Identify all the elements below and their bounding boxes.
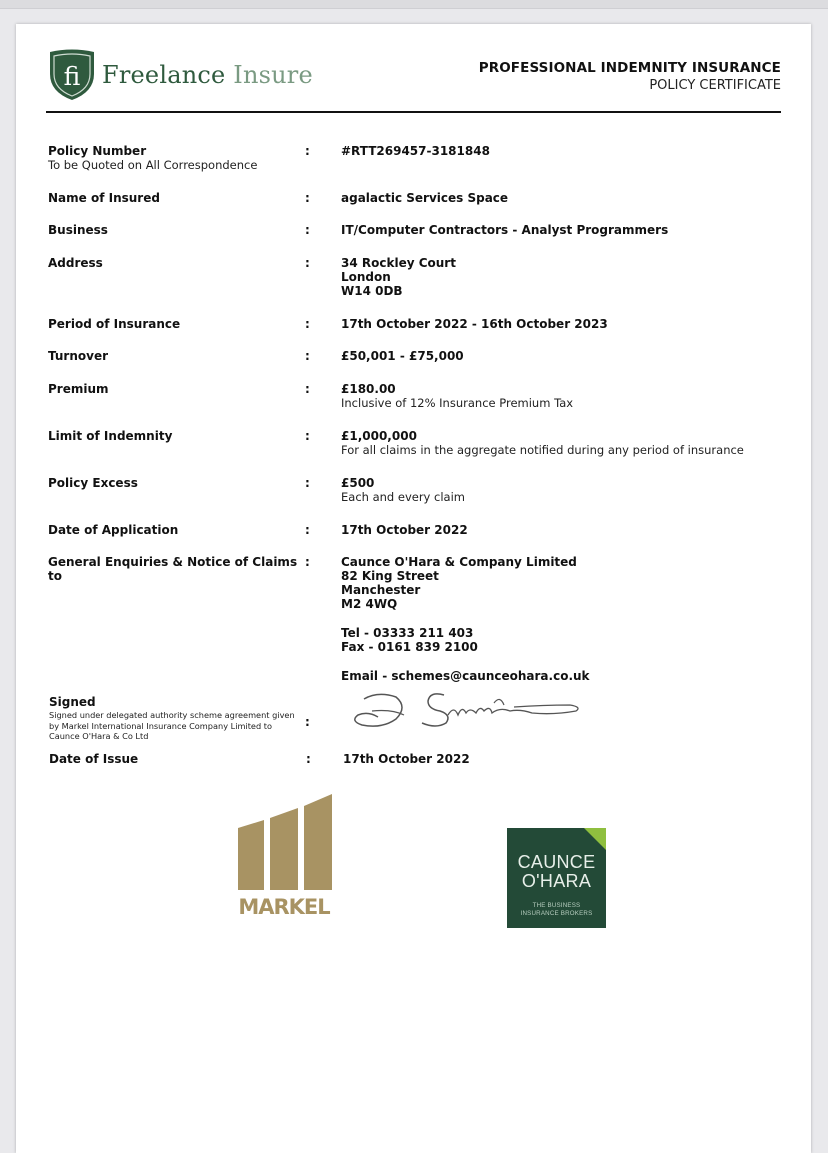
field-label: Business [48, 223, 108, 237]
fax-number: Fax - 0161 839 2100 [341, 640, 478, 654]
field-separator: : [305, 349, 310, 363]
caunce-ohara-logo [507, 828, 606, 928]
field-note: To be Quoted on All Correspondence [48, 158, 258, 172]
logo-word-insure: Insure [233, 61, 313, 89]
address-line: Manchester [341, 583, 421, 597]
field-separator: : [305, 429, 310, 443]
field-label: Limit of Indemnity [48, 429, 173, 443]
field-label: General Enquiries & Notice of Claims to [48, 555, 298, 583]
document-header [479, 60, 781, 93]
address-line: 82 King Street [341, 569, 439, 583]
logo-tagline: THE BUSINESS [532, 902, 581, 909]
logo-word-freelance: Freelance [102, 61, 226, 89]
field-value: £500 [341, 476, 375, 490]
address-line: 34 Rockley Court [341, 256, 456, 270]
field-separator: : [305, 223, 310, 237]
field-label: Premium [48, 382, 109, 396]
signed-authority-note: Signed under delegated authority scheme agreement given by Markel International Insurance Company Limited to Caunce O'Hara & Co Ltd [49, 710, 295, 741]
document-title: PROFESSIONAL INDEMNITY INSURANCE [478, 60, 781, 76]
address-line: London [341, 270, 391, 284]
svg-text:MARKEL: MARKEL [238, 895, 330, 918]
field-label: Turnover [48, 349, 108, 363]
field-label: Date of Application [48, 523, 179, 537]
certificate-page [16, 24, 811, 1153]
field-separator: : [305, 317, 310, 331]
email-address: Email - schemes@caunceohara.co.uk [341, 669, 590, 683]
logo-word-ohara: O'HARA [521, 871, 592, 891]
logo-tagline: INSURANCE BROKERS [520, 910, 593, 917]
field-separator: : [305, 191, 310, 205]
field-value: IT/Computer Contractors - Analyst Programmers [341, 223, 669, 237]
logo-accent-triangle [584, 828, 606, 850]
address-line: M2 4WQ [341, 597, 398, 611]
field-separator: : [305, 382, 310, 396]
logo-wordmark [102, 61, 313, 89]
field-separator: : [305, 476, 310, 490]
svg-text:fi: fi [63, 62, 81, 91]
tel-number: Tel - 03333 211 403 [341, 626, 474, 640]
field-separator: : [305, 523, 310, 537]
field-note: For all claims in the aggregate notified during any period of insurance [341, 443, 744, 457]
markel-logo [236, 794, 340, 922]
field-label: Period of Insurance [48, 317, 181, 331]
field-label: Address [48, 256, 103, 270]
field-separator: : [305, 256, 310, 270]
field-label: Signed [49, 695, 96, 709]
field-label: Policy Number [48, 144, 147, 158]
field-value: 17th October 2022 [341, 523, 468, 537]
field-value: 17th October 2022 [343, 752, 470, 766]
company-name: Caunce O'Hara & Company Limited [341, 555, 577, 569]
logo-word-caunce: CAUNCE [517, 852, 596, 872]
document-subtitle: POLICY CERTIFICATE [649, 78, 781, 93]
field-label: Date of Issue [49, 752, 139, 766]
header-divider [46, 111, 781, 113]
address-line: W14 0DB [341, 284, 403, 298]
field-note: Each and every claim [341, 490, 465, 504]
field-label: Name of Insured [48, 191, 160, 205]
field-value: £1,000,000 [341, 429, 417, 443]
field-separator: : [305, 555, 310, 569]
field-value: £50,001 - £75,000 [341, 349, 464, 363]
field-separator: : [305, 144, 310, 158]
field-separator: : [306, 752, 311, 766]
field-separator: : [305, 715, 310, 729]
field-label: Policy Excess [48, 476, 138, 490]
field-value: agalactic Services Space [341, 191, 509, 205]
freelance-insure-logo [46, 49, 313, 101]
field-value: £180.00 [341, 382, 396, 396]
signature-image [344, 685, 584, 738]
viewer-top-strip [0, 0, 828, 9]
field-value: 17th October 2022 - 16th October 2023 [341, 317, 608, 331]
fi-shield-icon [46, 48, 98, 102]
field-note: Inclusive of 12% Insurance Premium Tax [341, 396, 574, 410]
field-value: #RTT269457-3181848 [341, 144, 490, 158]
